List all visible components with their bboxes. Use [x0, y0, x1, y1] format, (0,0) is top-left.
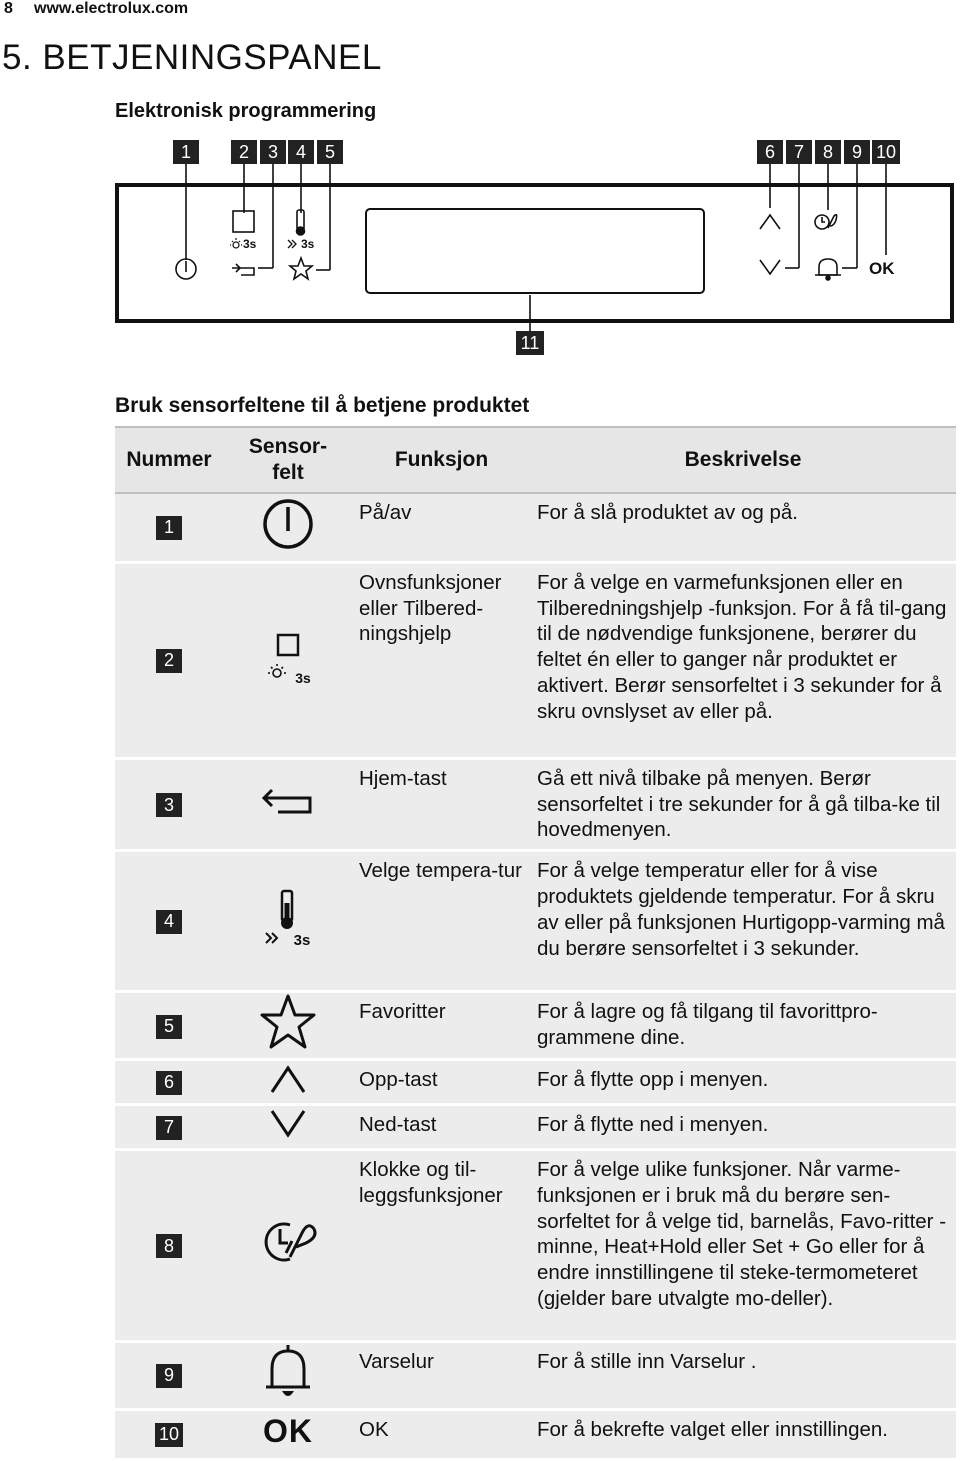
row-description: Gå ett nivå tilbake på menyen. Berør sensorfeltet i tre sekunder for å gå tilba-ke til hovedmenyen. — [530, 758, 956, 850]
fast-3s-label: 3s — [301, 237, 315, 251]
oven-function-icon — [233, 211, 254, 232]
row-function: Opp-tast — [353, 1059, 530, 1104]
light-3s-label: 3s — [243, 237, 257, 251]
table-row — [115, 1104, 956, 1149]
row-function: Hjem-tast — [353, 758, 530, 850]
table-row — [115, 493, 956, 562]
row-description: For å bekrefte valget eller innstillingen. — [530, 1409, 956, 1459]
callout-2: 2 — [231, 140, 257, 164]
table-row — [115, 1341, 956, 1409]
clock-options-icon — [815, 215, 837, 229]
callout-1: 1 — [173, 140, 199, 164]
down-chevron-icon — [760, 260, 780, 274]
row-number-badge: 2 — [156, 649, 182, 673]
table-row — [115, 1409, 956, 1459]
callout-3: 3 — [260, 140, 286, 164]
row-number-badge: 4 — [156, 910, 182, 934]
table-row — [115, 992, 956, 1060]
col-sensorfelt-text: Sensor-felt — [248, 435, 328, 484]
ok-icon: OK — [263, 1413, 313, 1450]
row-function: Varselur — [353, 1341, 530, 1409]
display-window — [366, 209, 704, 293]
callout-6: 6 — [757, 140, 783, 164]
ok-label: OK — [869, 259, 895, 278]
fast-heat-icon — [288, 240, 296, 248]
thermometer-icon — [297, 210, 305, 235]
callout-5: 5 — [317, 140, 343, 164]
down-chevron-icon — [258, 1107, 318, 1141]
table-row — [115, 851, 956, 992]
star-icon — [290, 258, 312, 279]
table-row — [115, 1059, 956, 1104]
row-description: For å lagre og få tilgang til favorittpro-grammene dine. — [530, 992, 956, 1060]
table-row — [115, 758, 956, 850]
row-number-badge: 3 — [156, 793, 182, 817]
row-function: Ned-tast — [353, 1104, 530, 1149]
sensor-table — [115, 426, 956, 1461]
power-icon — [258, 494, 318, 554]
up-chevron-icon — [258, 1062, 318, 1096]
callout-8: 8 — [815, 140, 841, 164]
row-function: Klokke og til-leggsfunksjoner — [353, 1149, 530, 1341]
row-description: For å flytte ned i menyen. — [530, 1104, 956, 1149]
row-function: Ovnsfunksjoner eller Tilbered-ningshjelp — [353, 562, 530, 758]
back-arrow-icon — [258, 781, 318, 821]
row-description: For å stille inn Varselur . — [530, 1341, 956, 1409]
row-function: Velge tempera-tur — [353, 851, 530, 992]
website-link[interactable]: www.electrolux.com — [34, 0, 189, 17]
col-beskrivelse: Beskrivelse — [530, 427, 956, 493]
row-number-badge: 1 — [156, 516, 182, 540]
light-3s-caption: 3s — [295, 669, 311, 686]
row-number-badge: 9 — [156, 1364, 182, 1388]
fast-3s-caption: 3s — [293, 931, 311, 949]
callout-9: 9 — [844, 140, 870, 164]
row-description: For å velge temperatur eller for å vise produktets gjeldende temperatur. For å skru av eller på funksjonen Hurtigopp-varming må du berøre sensorfeltet i 3 sekunder. — [530, 851, 956, 992]
table-row — [115, 562, 956, 758]
row-function: På/av — [353, 493, 530, 562]
light-icon — [230, 238, 242, 248]
row-number-badge: 7 — [156, 1116, 182, 1140]
table-row — [115, 1149, 956, 1341]
row-description: For å velge en varmefunksjonen eller en Tilberedningshjelp -funksjon. For å få til-gang til de nødvendige funksjonene, berører du feltet én eller to ganger når produktet er aktivert. Berør sensorfeltet i 3 sekunder for å skru ovnslyset av eller på. — [530, 562, 956, 758]
star-icon — [258, 993, 318, 1051]
panel-outline — [117, 185, 952, 321]
col-nummer: Nummer — [115, 427, 223, 493]
section-title: 5. BETJENINGSPANEL — [2, 38, 382, 77]
row-function: OK — [353, 1409, 530, 1459]
diagram-heading: Elektronisk programmering — [115, 100, 377, 122]
row-description: For å slå produktet av og på. — [530, 493, 956, 562]
row-number-badge: 10 — [155, 1423, 183, 1447]
table-header-row — [115, 427, 956, 493]
table-heading: Bruk sensorfeltene til å betjene produktet — [115, 394, 530, 417]
callout-11: 11 — [516, 331, 544, 355]
up-chevron-icon — [760, 215, 780, 229]
row-number-badge: 6 — [156, 1071, 182, 1095]
callout-10: 10 — [872, 140, 900, 164]
page-number: 8 — [4, 0, 13, 17]
row-number-badge: 5 — [156, 1015, 182, 1039]
page-header — [4, 0, 188, 18]
callout-4: 4 — [288, 140, 314, 164]
col-sensorfelt — [223, 427, 353, 493]
row-function: Favoritter — [353, 992, 530, 1060]
back-arrow-icon — [232, 264, 254, 275]
bell-icon — [815, 259, 841, 280]
clock-options-icon — [256, 1217, 320, 1267]
col-funksjon: Funksjon — [353, 427, 530, 493]
row-description: For å flytte opp i menyen. — [530, 1059, 956, 1104]
row-description: For å velge ulike funksjoner. Når varme-funksjonen er i bruk må du berøre sen-sorfeltet for å velge tid, barnelås, Favo-ritter -minne, Heat+Hold eller Set + Go eller for å endre innstillingene til steke-termometeret (gjelder bare utvalgte mo-deller). — [530, 1149, 956, 1341]
bell-icon — [258, 1343, 318, 1401]
power-icon — [176, 259, 196, 279]
callout-7: 7 — [786, 140, 812, 164]
row-number-badge: 8 — [156, 1234, 182, 1258]
